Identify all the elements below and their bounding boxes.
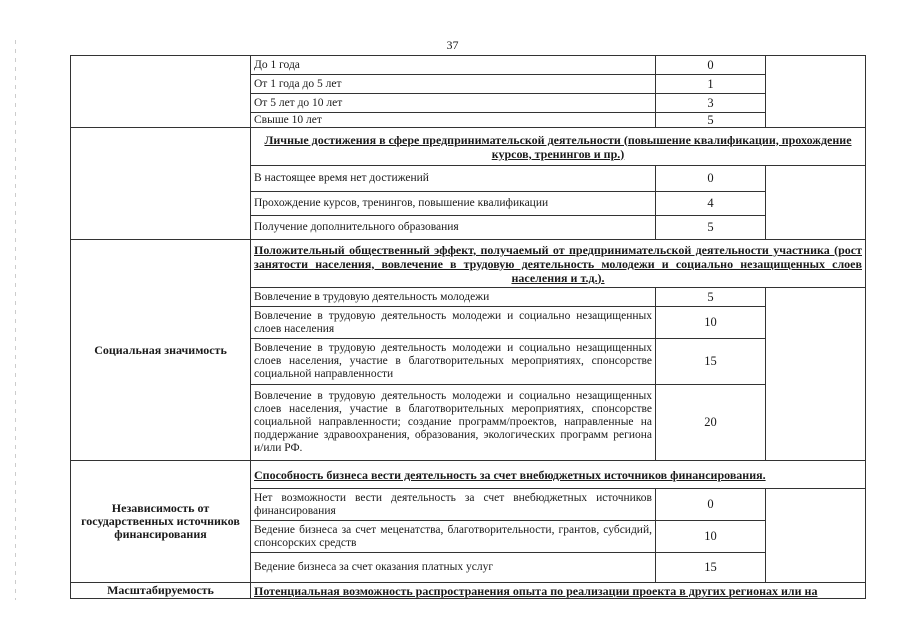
option-text: Прохождение курсов, тренингов, повышение квалификации [251,192,656,216]
option-score: 0 [656,166,766,192]
empty-cell [766,56,866,128]
option-text: От 1 года до 5 лет [251,75,656,94]
criterion-title: Масштабируемость [71,583,251,599]
criterion-cell [71,56,251,128]
empty-cell [766,288,866,461]
option-text: Ведение бизнеса за счет меценатства, благотворительности, грантов, субсидий, спонсорских средств [251,521,656,553]
option-score: 3 [656,94,766,113]
section-header: Положительный общественный эффект, получаемый от предпринимательской деятельности участника (рост занятости населения, вовлечение в трудовую деятельность молодежи и социально незащищенных слоев населения и т.д.). [251,240,866,288]
section-header: Потенциальная возможность распространения опыта по реализации проекта в других регионах или на [251,583,866,599]
option-score: 5 [656,216,766,240]
option-text: Вовлечение в трудовую деятельность молодежи [251,288,656,307]
criterion-cell [71,128,251,240]
option-score: 0 [656,489,766,521]
table-row [71,461,866,489]
empty-cell [766,166,866,240]
table-row [71,240,866,288]
option-score: 4 [656,192,766,216]
option-score: 20 [656,385,766,461]
empty-cell [766,489,866,583]
option-text: Вовлечение в трудовую деятельность молодежи и социально незащищенных слоев населения, участие в благотворительных мероприятиях, спонсорстве социальной направленности; создание программ/проектов, направленные на поддержание здравоохранения, образования, экологических программ региона и/или РФ. [251,385,656,461]
option-text: Свыше 10 лет [251,113,656,128]
table-row [71,583,866,599]
option-text: В настоящее время нет достижений [251,166,656,192]
option-score: 10 [656,307,766,339]
option-score: 15 [656,553,766,583]
option-text: От 5 лет до 10 лет [251,94,656,113]
option-text: Ведение бизнеса за счет оказания платных услуг [251,553,656,583]
section-header: Личные достижения в сфере предпринимательской деятельности (повышение квалификации, прохождение курсов, тренингов и пр.) [251,128,866,166]
option-text: До 1 года [251,56,656,75]
option-text: Вовлечение в трудовую деятельность молодежи и социально незащищенных слоев населения, участие в благотворительных мероприятиях, спонсорстве социальной направленности [251,339,656,385]
option-score: 10 [656,521,766,553]
scan-margin-line [15,40,16,600]
table-row [71,128,866,166]
option-text: Получение дополнительного образования [251,216,656,240]
option-text: Вовлечение в трудовую деятельность молодежи и социально незащищенных слоев населения [251,307,656,339]
table-row [71,56,866,75]
page-number: 37 [446,38,459,52]
section-header: Способность бизнеса вести деятельность за счет внебюджетных источников финансирования. [251,461,866,489]
option-score: 5 [656,288,766,307]
option-text: Нет возможности вести деятельность за счет внебюджетных источников финансирования [251,489,656,521]
option-score: 15 [656,339,766,385]
option-score: 1 [656,75,766,94]
criterion-title: Независимость от государственных источников финансирования [71,461,251,583]
option-score: 0 [656,56,766,75]
criteria-table [70,55,866,599]
option-score: 5 [656,113,766,128]
criterion-title: Социальная значимость [71,240,251,461]
